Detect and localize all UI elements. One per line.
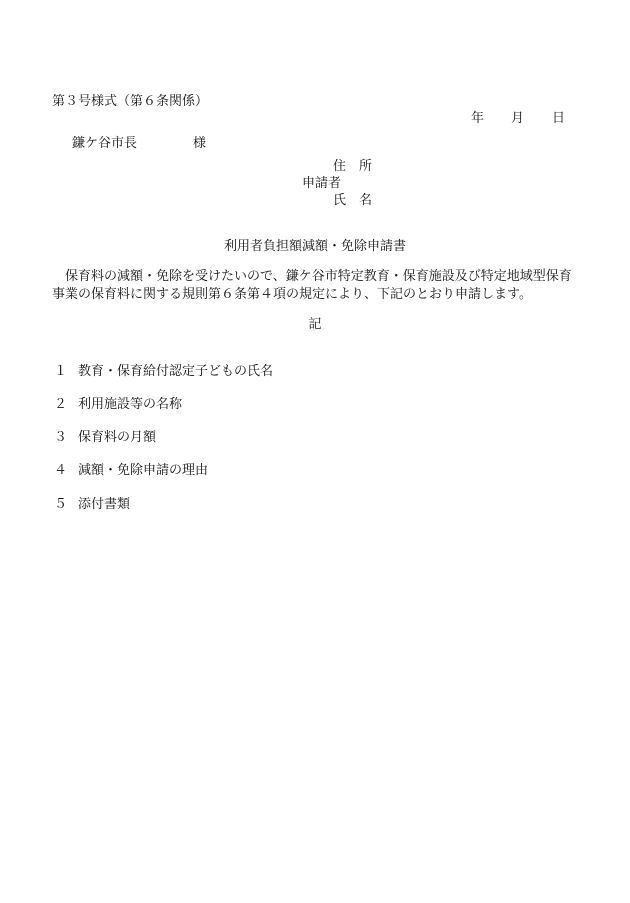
body-line-2: 事業の保育料に関する規則第６条第４項の規定により、下記のとおり申請します。 bbox=[52, 287, 532, 302]
item-number: １ bbox=[54, 364, 68, 379]
item-label: 教育・保育給付認定子どもの氏名 bbox=[78, 364, 274, 379]
date-line bbox=[0, 111, 630, 127]
form-number: 第３号様式（第６条関係） bbox=[52, 94, 209, 109]
item-number: ２ bbox=[54, 397, 68, 412]
applicant-label: 申請者 bbox=[302, 176, 342, 191]
list-item bbox=[54, 463, 208, 479]
list-item bbox=[54, 497, 130, 513]
list-item bbox=[54, 364, 273, 380]
date-day-label: 日 bbox=[552, 111, 566, 126]
list-item bbox=[54, 397, 182, 413]
date-month-label: 月 bbox=[511, 111, 525, 126]
item-number: ５ bbox=[54, 497, 68, 512]
item-number: ４ bbox=[54, 463, 68, 478]
document-title: 利用者負担額減額・免除申請書 bbox=[223, 239, 406, 254]
date-year-label: 年 bbox=[471, 111, 485, 126]
item-label: 保育料の月額 bbox=[78, 430, 157, 445]
item-label: 減額・免除申請の理由 bbox=[78, 463, 209, 478]
item-label: 添付書類 bbox=[78, 497, 131, 512]
applicant-address-label: 住 所 bbox=[333, 159, 373, 174]
list-item bbox=[54, 430, 156, 446]
addressee-honorific: 様 bbox=[193, 136, 207, 151]
item-label: 利用施設等の名称 bbox=[78, 397, 183, 412]
item-number: ３ bbox=[54, 430, 68, 445]
applicant-name-label: 氏 名 bbox=[333, 193, 373, 208]
ki-label: 記 bbox=[308, 317, 322, 332]
addressee-line bbox=[72, 136, 207, 152]
body-line-1: 保育料の減額・免除を受けたいので、鎌ケ谷市特定教育・保育施設及び特定地域型保育 bbox=[65, 269, 572, 284]
addressee-name: 鎌ケ谷市長 bbox=[72, 136, 138, 151]
body-text bbox=[52, 268, 597, 304]
